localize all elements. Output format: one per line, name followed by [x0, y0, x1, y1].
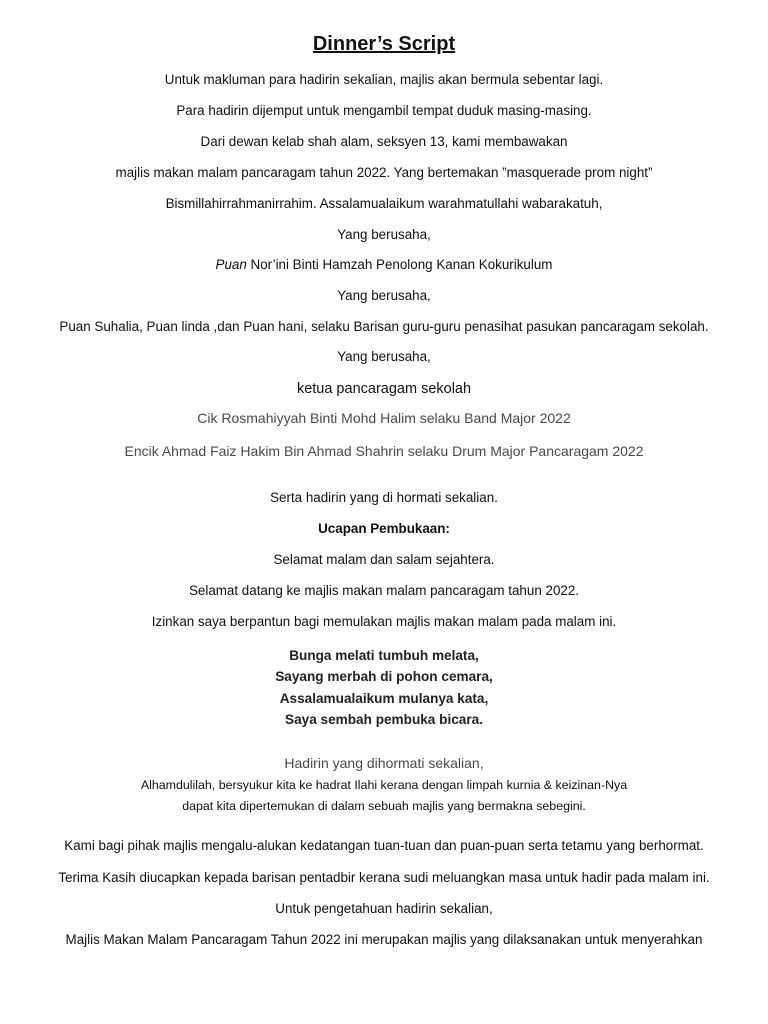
text-line: Selamat datang ke majlis makan malam pancaragam tahun 2022. [188, 583, 580, 598]
text-line [0, 256, 768, 274]
text-line: Yang berusaha, [337, 227, 431, 242]
pantun-line: Bunga melati tumbuh melata, [289, 648, 479, 663]
text-line: Dari dewan kelab shah alam, seksyen 13, kami membawakan [200, 134, 568, 149]
text-line: Encik Ahmad Faiz Hakim Bin Ahmad Shahrin selaku Drum Major Pancaragam 2022 [124, 443, 644, 459]
pantun-line: Sayang merbah di pohon cemara, [275, 669, 493, 684]
text-line: Puan Suhalia, Puan linda ,dan Puan hani, selaku Barisan guru-guru penasihat pasukan pancaragam sekolah. [59, 319, 709, 334]
text-line: Terima Kasih diucapkan kepada barisan pentadbir kerana sudi meluangkan masa untuk hadir pada malam ini. [58, 870, 710, 885]
text-line: ketua pancaragam sekolah [296, 381, 472, 397]
text-line: Hadirin yang dihormati sekalian, [284, 755, 484, 771]
text-line: dapat kita dipertemukan di dalam sebuah majlis yang bermakna sebegini. [182, 799, 586, 813]
text-line: Yang berusaha, [337, 288, 431, 303]
text-line: majlis makan malam pancaragam tahun 2022. Yang bertemakan ”masquerade prom night” [115, 165, 653, 180]
text-line: Untuk pengetahuan hadirin sekalian, [275, 901, 493, 916]
pantun-line: Assalamualaikum mulanya kata, [279, 691, 489, 706]
text-line: Majlis Makan Malam Pancaragam Tahun 2022 ini merupakan majlis yang dilaksanakan untuk menyerahkan [65, 932, 703, 947]
text-line: Cik Rosmahiyyah Binti Mohd Halim selaku Band Major 2022 [197, 410, 571, 426]
title-honorific: Puan [215, 257, 247, 272]
text-line: Izinkan saya berpantun bagi memulakan majlis makan malam pada malam ini. [151, 614, 617, 629]
text-line-rest: Nor’ini Binti Hamzah Penolong Kanan Kokurikulum [246, 257, 553, 272]
text-line: Alhamdulilah, bersyukur kita ke hadrat Ilahi kerana dengan limpah kurnia & keizinan-Nya [140, 778, 628, 792]
text-line: Selamat malam dan salam sejahtera. [273, 552, 495, 567]
text-line: Serta hadirin yang di hormati sekalian. [270, 490, 498, 505]
pantun-line: Saya sembah pembuka bicara. [285, 712, 483, 727]
text-line: Yang berusaha, [337, 349, 431, 364]
text-line: Kami bagi pihak majlis mengalu-alukan kedatangan tuan-tuan dan puan-puan serta tetamu yang berhormat. [64, 838, 704, 853]
text-line: Untuk makluman para hadirin sekalian, majlis akan bermula sebentar lagi. [164, 72, 604, 87]
text-line: Bismillahirrahmanirrahim. Assalamualaikum warahmatullahi wabarakatuh, [165, 196, 603, 211]
section-heading: Ucapan Pembukaan: [318, 521, 450, 536]
page-title: Dinner’s Script [312, 33, 456, 55]
text-line: Para hadirin dijemput untuk mengambil tempat duduk masing-masing. [176, 103, 592, 118]
